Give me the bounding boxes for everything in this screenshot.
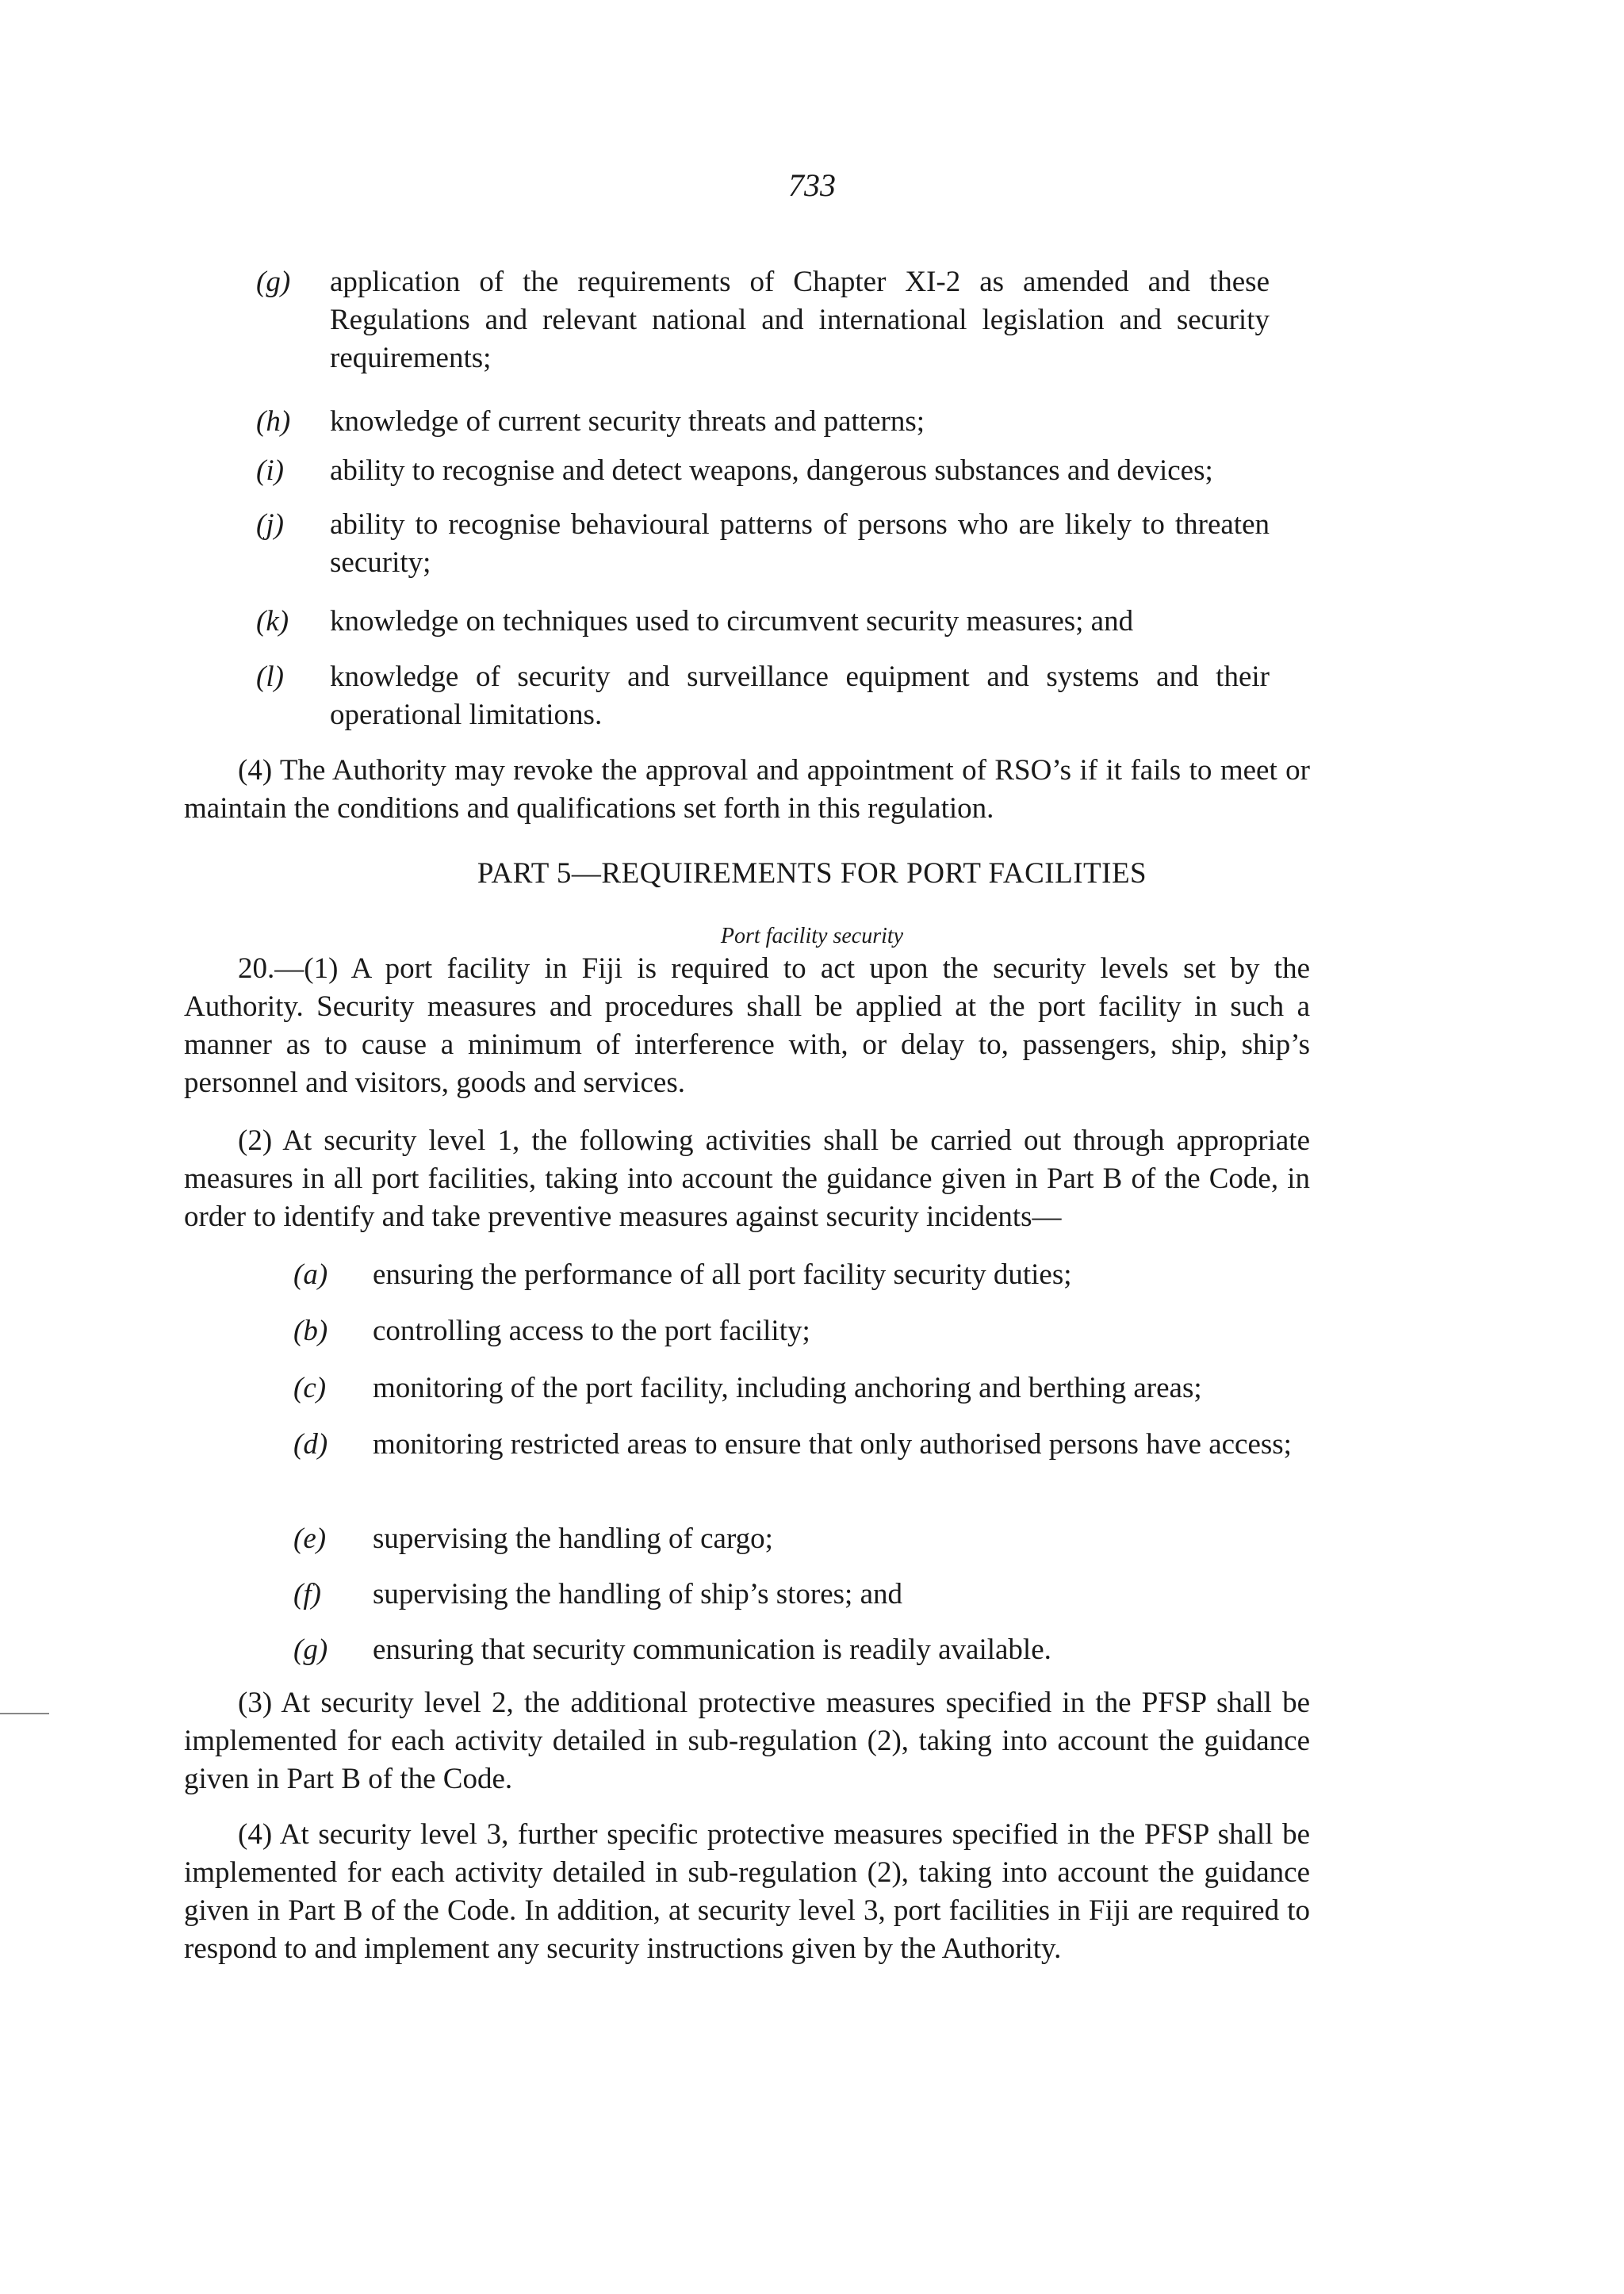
part-heading: PART 5—REQUIREMENTS FOR PORT FACILITIES (477, 857, 1147, 890)
paragraph-revoke: (4) The Authority may revoke the approval and appointment of RSO’s if it fails to meet or maintain the conditions and qualifications set forth in this regulation. (184, 754, 1310, 825)
list-marker: (l) (256, 661, 284, 693)
list-marker: (d) (293, 1428, 328, 1461)
list-text: supervising the handling of ship’s stores; and (373, 1578, 902, 1610)
list-text: knowledge of security and surveillance equipment and systems and their operational limitations. (330, 661, 1270, 731)
list-text: ensuring the performance of all port facility security duties; (373, 1258, 1072, 1291)
list-text: ensuring that security communication is readily available. (373, 1633, 1051, 1666)
list-item-c (293, 1369, 1316, 1409)
list-marker: (b) (293, 1315, 328, 1347)
list-item-e (293, 1520, 1316, 1560)
list-marker: (k) (256, 605, 289, 638)
list-marker: (c) (293, 1372, 327, 1404)
margin-rule (0, 1713, 49, 1714)
list-item-g-2 (293, 1631, 1316, 1671)
page-number: 733 (788, 167, 836, 203)
paragraph-20-2: (2) At security level 1, the following activities shall be carried out through appropriate measures in all port facilities, taking into account the guidance given in Part B of the Code, in order to identify and take preventive measures against security incidents— (184, 1124, 1310, 1233)
list-item-k (256, 603, 1287, 642)
list-item-l (256, 658, 1287, 737)
list-text: knowledge on techniques used to circumvent security measures; and (330, 605, 1134, 638)
list-item-d (293, 1426, 1316, 1505)
list-item-g (256, 263, 1287, 382)
list-marker: (g) (293, 1633, 328, 1666)
list-text: ability to recognise and detect weapons, dangerous substances and devices; (330, 454, 1213, 487)
list-text: monitoring of the port facility, including anchoring and berthing areas; (373, 1372, 1202, 1404)
list-text: knowledge of current security threats and patterns; (330, 405, 925, 438)
list-item-j (256, 506, 1287, 585)
list-marker: (a) (293, 1258, 328, 1291)
list-marker: (j) (256, 508, 284, 541)
list-item-h (256, 403, 1287, 442)
list-text: application of the requirements of Chapter XI-2 as amended and these Regulations and relevant national and international legislation and security requirements; (330, 266, 1270, 374)
list-marker: (h) (256, 405, 291, 438)
list-marker: (i) (256, 454, 284, 487)
list-marker: (e) (293, 1522, 327, 1555)
paragraph-20-1: 20.—(1) A port facility in Fiji is required to act upon the security levels set by the Authority. Security measures and procedures shall be applied at the port facility in such a manner as to cause a minimum of interference with, or delay to, passengers, ship, ship’s personnel and visitors, goods and services. (184, 952, 1310, 1099)
list-item-f (293, 1576, 1316, 1615)
paragraph-20-4: (4) At security level 3, further specific protective measures specified in the PFSP shall be implemented for each activity detailed in sub-regulation (2), taking into account the guidance given in Part B of the Code. In addition, at security level 3, port facilities in Fiji are required to respond to and implement any security instructions given by the Authority. (184, 1818, 1310, 1965)
list-item-b (293, 1312, 1316, 1352)
list-text: ability to recognise behavioural patterns of persons who are likely to threaten security; (330, 508, 1270, 579)
list-text: supervising the handling of cargo; (373, 1522, 773, 1555)
list-text: controlling access to the port facility; (373, 1315, 810, 1347)
list-text: monitoring restricted areas to ensure that only authorised persons have access; (373, 1428, 1292, 1461)
list-item-i (256, 452, 1287, 492)
paragraph-20-3: (3) At security level 2, the additional protective measures specified in the PFSP shall be implemented for each activity detailed in sub-regulation (2), taking into account the guidance given in Part B of the Code. (184, 1687, 1310, 1795)
list-marker: (g) (256, 266, 291, 298)
list-marker: (f) (293, 1578, 321, 1610)
section-heading: Port facility security (720, 924, 904, 948)
list-item-a (293, 1256, 1316, 1296)
